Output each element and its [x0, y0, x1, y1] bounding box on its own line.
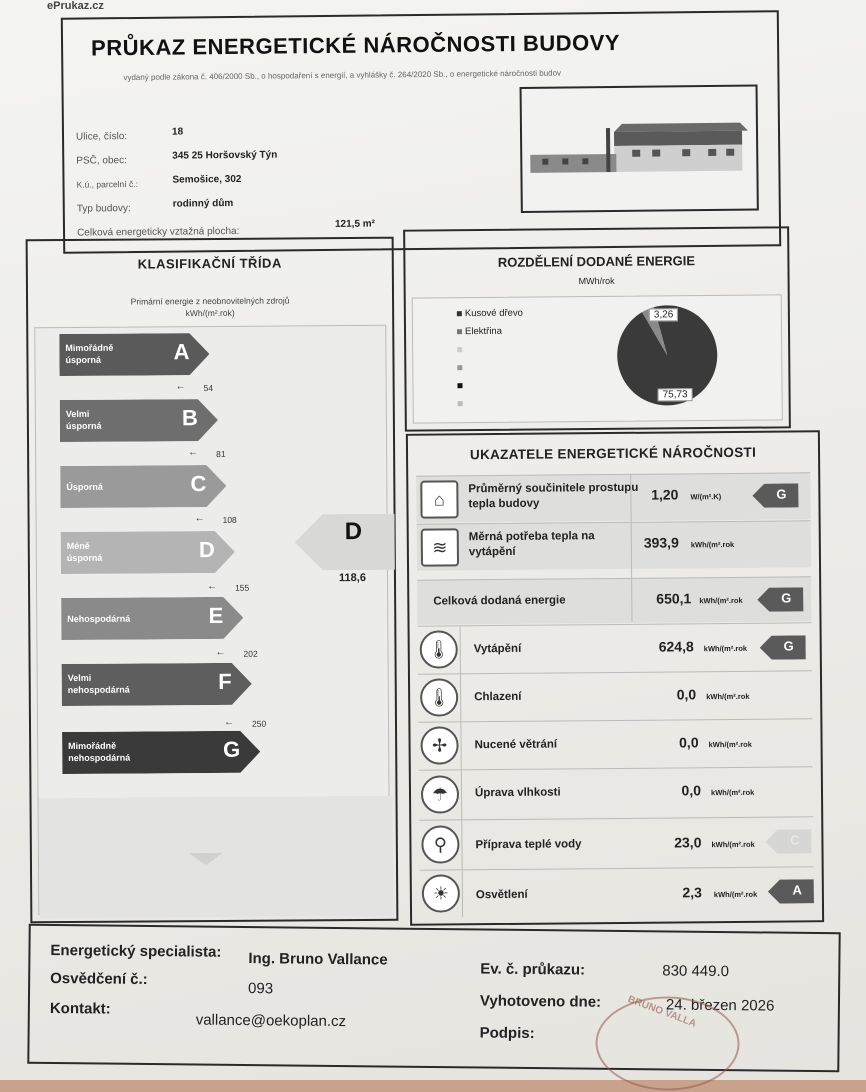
- thermometer-minus-icon: 🌡: [420, 678, 458, 716]
- class-arrow-a: [59, 333, 209, 376]
- indicator-label: Osvětlení: [475, 888, 528, 902]
- class-arrow-g: [62, 731, 260, 774]
- parcel-label: K.ú., parcelní č.:: [76, 178, 139, 190]
- indicator-row-ventilation: [418, 718, 812, 770]
- classification-scale: [34, 325, 390, 915]
- indicator-unit: kWh/(m².rok: [711, 839, 755, 850]
- distribution-chart: [412, 294, 783, 423]
- class-d-label: Méně úsporná: [66, 540, 103, 564]
- street-value: 18: [171, 126, 184, 138]
- document-subtitle: vydaný podle zákona č. 406/2000 Sb., o hospodaření s energií, a vyhlášky č. 264/2020 Sb., o energetické náročnosti budov: [123, 68, 562, 83]
- indicator-value: 0,0: [679, 734, 699, 751]
- distribution-unit: MWh/rok: [578, 275, 615, 287]
- official-stamp: BRUNO VALLA: [595, 996, 740, 1092]
- type-label: Typ budovy:: [76, 203, 131, 215]
- indicator-class-badge: G: [752, 483, 798, 507]
- humidity-icon: ☂: [421, 775, 459, 813]
- specialist-label: Energetický specialista:: [50, 941, 222, 961]
- classification-unit: kWh/(m².rok): [185, 307, 235, 319]
- indicator-class-badge: A: [768, 879, 814, 903]
- indicator-unit: W/(m².K): [690, 492, 722, 502]
- indicator-label: Měrná potřeba tepla na vytápění: [468, 530, 595, 559]
- distribution-title: ROZDĚLENÍ DODANÉ ENERGIE: [497, 253, 696, 270]
- class-c-label: Úsporná: [66, 481, 103, 493]
- classification-subtitle: Primární energie z neobnovitelných zdrojů: [130, 295, 290, 307]
- indicator-label: Úprava vlhkosti: [474, 786, 561, 800]
- ev-number-label: Ev. č. průkazu:: [480, 960, 586, 979]
- indicator-row-total: [417, 576, 811, 624]
- class-b-label: Velmi úsporná: [65, 408, 102, 432]
- indicator-row-humidity: [419, 766, 813, 820]
- heating-need-icon: ≋: [421, 528, 459, 566]
- type-value: rodinný dům: [172, 197, 234, 210]
- indicator-row-lighting: [420, 866, 814, 918]
- street-label: Ulice, číslo:: [75, 131, 128, 143]
- header-box: [61, 10, 781, 254]
- pie-label-electricity: 3,26: [649, 308, 679, 321]
- indicator-unit: kWh/(m².rok: [706, 691, 750, 702]
- area-value: 121,5 m²: [334, 218, 376, 230]
- class-arrow-d: [61, 531, 235, 574]
- threshold-bc: ← 81: [216, 449, 226, 459]
- indicator-label: Chlazení: [474, 690, 522, 704]
- indicator-unit: kWh/(m².rok: [710, 787, 755, 798]
- pie-label-wood: 75,73: [658, 388, 693, 401]
- footer-box: [27, 924, 840, 1072]
- indicator-unit: kWh/(m².rok: [690, 539, 735, 550]
- indicator-value: 624,8: [658, 638, 694, 655]
- indicator-row-heating: [418, 622, 812, 674]
- current-class-letter: D: [344, 517, 363, 546]
- legend-item-empty-1: [457, 344, 465, 355]
- threshold-fg: ← 250: [252, 719, 266, 729]
- zip-label: PSČ, obec:: [76, 155, 127, 167]
- signature-label: Podpis:: [479, 1024, 535, 1043]
- energy-distribution-box: [403, 226, 791, 431]
- legend-item-empty-3: [457, 380, 465, 391]
- issued-label: Vyhotoveno dne:: [479, 992, 602, 1011]
- legend-item-empty-4: [458, 398, 466, 409]
- indicator-value: 23,0: [674, 834, 702, 851]
- current-class-value: 118,6: [338, 571, 366, 585]
- class-c-letter: C: [190, 471, 207, 497]
- indicator-value: 0,0: [681, 782, 702, 799]
- classification-box: [26, 237, 399, 924]
- class-arrow-e: [61, 597, 243, 640]
- indicator-label: Průměrný součinitele prostupu tepla budovy: [468, 481, 639, 511]
- indicator-unit: kWh/(m².rok: [708, 739, 752, 750]
- zip-value: 345 25 Horšovský Týn: [172, 149, 278, 162]
- class-g-label: Mimořádně nehospodárná: [68, 740, 131, 764]
- indicator-value: 0,0: [676, 686, 697, 703]
- indicator-row-transmission: [416, 472, 810, 522]
- class-a-letter: A: [173, 339, 190, 365]
- area-label: Celková energeticky vztažná plocha:: [76, 225, 240, 239]
- contact-label: Kontakt:: [49, 999, 111, 1018]
- indicator-value: 1,20: [651, 486, 679, 503]
- class-e-label: Nehospodárná: [67, 613, 131, 625]
- document-title: PRŮKAZ ENERGETICKÉ NÁROČNOSTI BUDOVY: [90, 29, 621, 61]
- indicator-value: 650,1: [656, 590, 692, 607]
- fan-icon: ✢: [420, 726, 458, 764]
- indicators-box: [406, 430, 824, 926]
- class-f-letter: F: [218, 668, 232, 694]
- indicator-label: Celková dodaná energie: [433, 594, 566, 608]
- indicator-class-badge: C: [765, 829, 811, 853]
- indicator-label: Nucené větrání: [474, 738, 558, 752]
- bulb-icon: ☀: [422, 874, 460, 912]
- specialist-name: Ing. Bruno Vallance: [248, 950, 388, 969]
- indicator-unit: kWh/(m².rok: [703, 643, 748, 654]
- house-icon: ⌂: [420, 480, 458, 518]
- certificate-label: Osvědčení č.:: [50, 969, 148, 989]
- contact-email: vallance@oekoplan.cz: [195, 1011, 347, 1031]
- tap-icon: ⚲: [421, 825, 459, 863]
- indicator-class-badge: G: [760, 635, 806, 659]
- building-photo: [520, 84, 759, 212]
- class-a-label: Mimořádně úsporná: [65, 342, 114, 366]
- certificate-number: 093: [247, 980, 274, 998]
- indicator-row-cooling: [418, 670, 812, 722]
- class-b-letter: B: [181, 405, 198, 431]
- indicators-title: UKAZATELE ENERGETICKÉ NÁROČNOSTI: [469, 444, 757, 463]
- parcel-value: Semošice, 302: [172, 173, 242, 186]
- indicator-label: Příprava teplé vody: [475, 838, 582, 852]
- issued-date: 24. březen 2026: [665, 996, 775, 1015]
- indicator-label: Vytápění: [473, 642, 522, 656]
- classification-title: KLASIFIKAČNÍ TŘÍDA: [137, 255, 282, 272]
- indicator-unit: kWh/(m².rok: [699, 595, 743, 606]
- class-g-letter: G: [222, 736, 241, 762]
- indicator-value: 393,9: [643, 534, 679, 551]
- indicator-unit: kWh/(m².rok: [713, 889, 758, 900]
- legend-item-empty-2: [457, 362, 465, 373]
- threshold-ab: ← 54: [204, 383, 214, 393]
- legend-item-wood: Kusové dřevo: [457, 308, 523, 320]
- class-d-letter: D: [198, 536, 215, 563]
- current-class-indicator: [295, 514, 399, 585]
- threshold-de: ← 155: [235, 583, 249, 593]
- threshold-ef: ← 202: [243, 649, 257, 659]
- class-arrow-f: [62, 663, 252, 706]
- indicator-row-hot-water: [419, 816, 813, 870]
- indicator-class-badge: G: [757, 587, 803, 611]
- site-brand: ePrukaz.cz: [47, 0, 104, 12]
- threshold-cd: ← 108: [223, 515, 237, 525]
- indicator-row-heat-need: [417, 520, 811, 570]
- class-e-letter: E: [208, 602, 224, 629]
- ev-number-value: 830 449.0: [662, 962, 730, 981]
- class-arrow-b: [60, 399, 218, 442]
- legend-item-electricity: Elektřina: [457, 326, 502, 337]
- thermometer-plus-icon: 🌡: [420, 630, 458, 668]
- class-f-label: Velmi nehospodárná: [67, 672, 130, 696]
- indicator-value: 2,3: [682, 884, 702, 901]
- class-arrow-c: [60, 465, 226, 508]
